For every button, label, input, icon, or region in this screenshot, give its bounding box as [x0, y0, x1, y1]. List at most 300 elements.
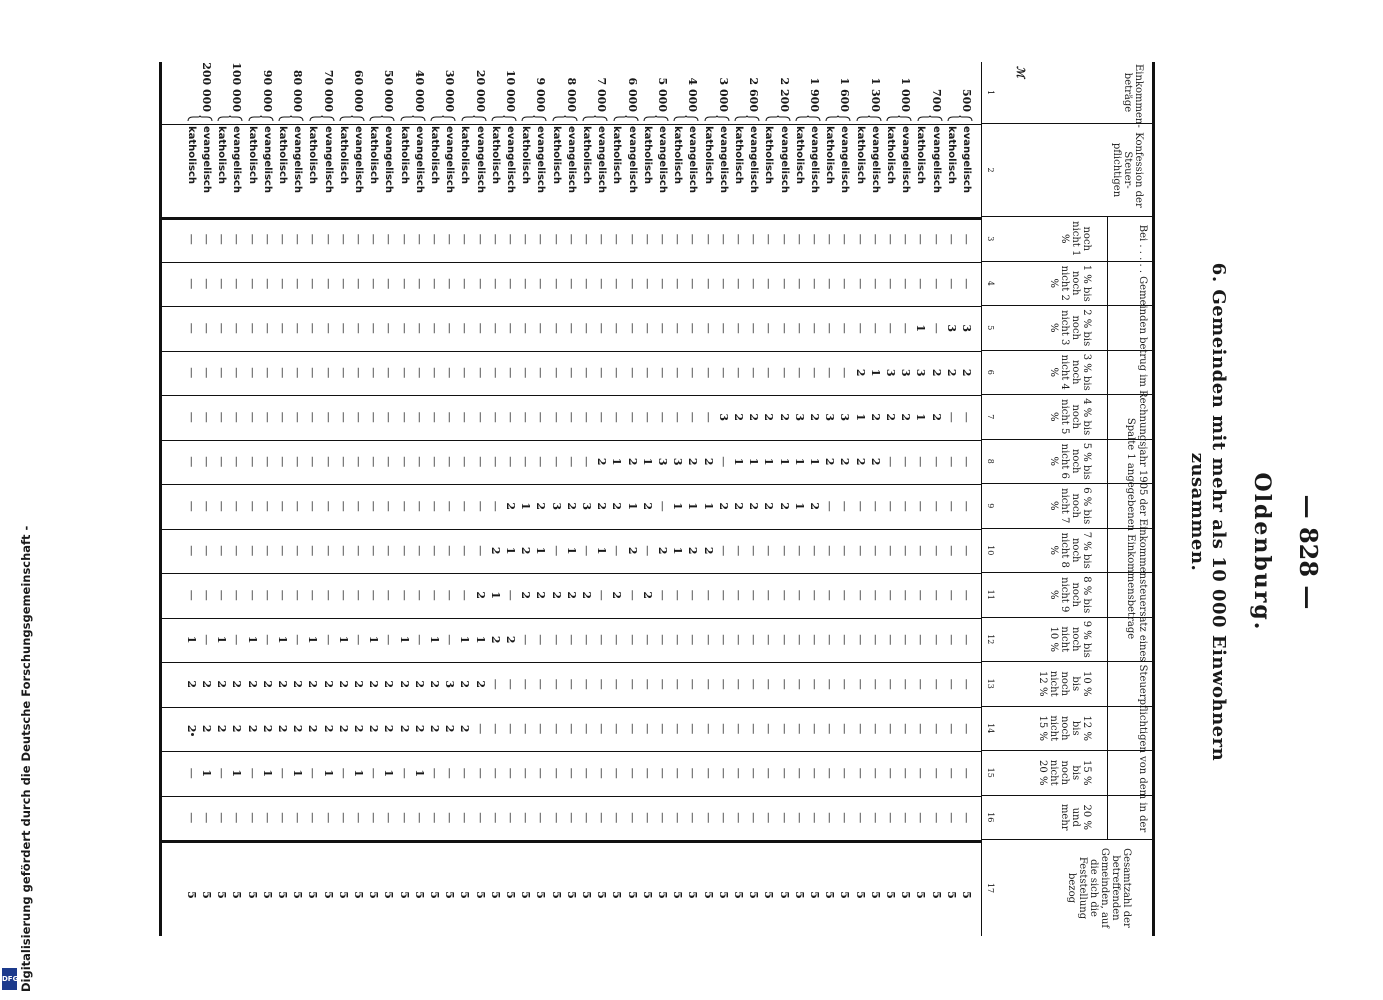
rate-count: — — [488, 500, 502, 512]
table-row — [792, 62, 806, 936]
rate-count: — — [732, 812, 745, 824]
column-number: 10 — [986, 545, 995, 556]
rate-count: — — [656, 278, 669, 290]
confession: evangelisch — [322, 126, 334, 193]
header-confession — [982, 124, 1152, 217]
rate-count: 1 — [701, 502, 715, 511]
rate-count: — — [808, 233, 821, 245]
rate-count: — — [184, 411, 198, 423]
rate-count: — — [321, 411, 335, 423]
table-row — [746, 62, 760, 936]
rate-count: — — [215, 500, 229, 512]
state-title: Oldenburg. — [1249, 472, 1275, 632]
rate-count: 2 — [352, 680, 365, 689]
rate-count: — — [382, 812, 396, 824]
rate-count: 1 — [564, 546, 578, 555]
rate-count: — — [868, 723, 882, 735]
rate-count: — — [458, 456, 472, 468]
confession: katholisch — [429, 126, 440, 185]
total-count: 5 — [519, 891, 533, 899]
table-body — [162, 62, 981, 936]
rate-count: — — [215, 812, 229, 824]
rate-count: — — [671, 411, 685, 423]
rate-count: — — [625, 634, 639, 646]
table-row — [822, 62, 836, 936]
rate-count: — — [428, 367, 441, 379]
income-amount: 500 — [960, 89, 973, 112]
rate-count: — — [732, 278, 745, 290]
rate-count: — — [838, 767, 852, 779]
rate-count: 2 — [245, 680, 259, 689]
rate-count: — — [230, 589, 244, 601]
rate-count: — — [884, 545, 897, 557]
rate-count: — — [443, 500, 457, 512]
rate-count: — — [823, 634, 837, 646]
rate-count: — — [412, 634, 426, 646]
rate-count: — — [336, 767, 350, 779]
rate-count: — — [276, 589, 289, 601]
total-count: 5 — [808, 891, 821, 899]
confession: katholisch — [368, 126, 380, 185]
rate-count: — — [504, 278, 517, 290]
header-rate-9-label: 8 % bis noch nicht 9 % — [1048, 576, 1092, 614]
rate-count: — — [215, 322, 229, 334]
rate-count: — — [640, 233, 654, 245]
rate-count: — — [914, 278, 928, 290]
rate-count: — — [367, 456, 381, 468]
rate-count: — — [792, 589, 806, 601]
rate-count: — — [443, 634, 457, 646]
rate-count: — — [458, 367, 472, 379]
rate-count: — — [245, 322, 259, 334]
rate-count: — — [595, 411, 609, 423]
rate-count: — — [792, 634, 806, 646]
rate-count: — — [868, 233, 882, 245]
rate-count: — — [473, 278, 487, 290]
rate-count: — — [671, 723, 685, 735]
rate-count: — — [336, 233, 350, 245]
rate-count: — — [260, 411, 274, 423]
rate-count: — — [838, 589, 852, 601]
rate-count: 1 — [473, 635, 487, 644]
rate-count: 2 — [382, 680, 396, 689]
rate-count: — — [853, 322, 867, 334]
total-count: 5 — [671, 891, 685, 899]
rate-count: — — [686, 589, 700, 601]
confession: katholisch — [246, 126, 258, 185]
rate-count: 2 — [884, 413, 897, 422]
rate-count: — — [519, 456, 533, 468]
rate-count: — — [549, 545, 563, 557]
confession: evangelisch — [961, 126, 972, 193]
rate-count: 2 — [519, 591, 533, 600]
rate-count: — — [458, 812, 472, 824]
rate-count: — — [914, 545, 928, 557]
total-count: 5 — [899, 891, 913, 899]
rate-count: — — [762, 367, 776, 379]
rate-count: — — [701, 812, 715, 824]
header-rate-9 — [982, 573, 1152, 618]
rate-count: 1 — [640, 457, 654, 466]
rate-count: 2 — [686, 457, 700, 466]
total-count: 5 — [549, 891, 563, 899]
rate-count: 2 — [868, 457, 882, 466]
rate-count: 2 — [960, 368, 973, 377]
rate-count: — — [808, 767, 821, 779]
rate-count: — — [200, 500, 213, 512]
rate-count: — — [625, 678, 639, 690]
table-row — [305, 62, 319, 936]
rate-count: — — [838, 278, 852, 290]
column-number: 8 — [986, 458, 995, 464]
rate-count: — — [291, 589, 305, 601]
rate-count: — — [321, 233, 335, 245]
rate-count: — — [367, 500, 381, 512]
confession: katholisch — [702, 126, 714, 185]
rate-count: — — [792, 545, 806, 557]
confession: katholisch — [520, 126, 532, 185]
rate-count: — — [367, 367, 381, 379]
rate-count: 1 — [321, 769, 335, 778]
rate-count: — — [245, 367, 259, 379]
rate-count: — — [853, 678, 867, 690]
table-row — [625, 62, 639, 936]
rate-count: — — [701, 367, 715, 379]
table-row — [381, 62, 395, 936]
table-row — [853, 62, 867, 936]
rate-count: — — [458, 545, 472, 557]
rate-count: 1 — [686, 502, 700, 511]
rate-count: — — [564, 767, 578, 779]
rate-count: — — [549, 678, 563, 690]
rate-count: — — [899, 812, 913, 824]
total-count: 5 — [184, 891, 198, 899]
rate-count: — — [777, 723, 791, 735]
rate-count: — — [868, 812, 882, 824]
rate-count: — — [716, 767, 730, 779]
rate-count: 2 — [473, 591, 487, 600]
rate-count: — — [656, 767, 669, 779]
total-count: 5 — [625, 891, 639, 899]
rate-count: — — [291, 322, 305, 334]
rate-count: — — [747, 589, 761, 601]
rate-count: — — [944, 634, 958, 646]
rate-count: — — [245, 589, 259, 601]
total-count: 5 — [352, 891, 365, 899]
rate-count: — — [640, 767, 654, 779]
rate-count: — — [823, 322, 837, 334]
rate-count: — — [397, 322, 411, 334]
rate-count: 2 — [200, 680, 213, 689]
rate-count: — — [884, 812, 897, 824]
table-row — [959, 62, 973, 936]
rate-count: — — [291, 233, 305, 245]
rate-count: — — [504, 812, 517, 824]
rate-count: — — [519, 723, 533, 735]
total-count: 5 — [686, 891, 700, 899]
table-row — [245, 62, 259, 936]
rate-count: — — [884, 322, 897, 334]
header-rate-1 — [982, 217, 1152, 262]
rate-count: — — [747, 233, 761, 245]
rate-count: 2 — [640, 502, 654, 511]
table-row — [412, 62, 426, 936]
rate-count: — — [929, 634, 943, 646]
rate-count: — — [276, 278, 289, 290]
table-row — [503, 62, 517, 936]
rate-count: — — [245, 767, 259, 779]
rate-count: — — [960, 678, 973, 690]
rate-count: — — [899, 589, 913, 601]
header-rate-3-label: 2 % bis noch nicht 3 % — [1048, 309, 1092, 347]
rate-count: — — [762, 322, 776, 334]
header-rate-6 — [982, 440, 1152, 485]
rate-count: — — [260, 500, 274, 512]
rate-count: — — [686, 812, 700, 824]
rate-count: 1 — [215, 635, 229, 644]
rate-count: — — [580, 634, 593, 646]
rate-count: — — [321, 456, 335, 468]
rate-count: — — [245, 500, 259, 512]
rate-count: — — [640, 678, 654, 690]
rate-count: — — [428, 812, 441, 824]
rate-count: 2 — [306, 724, 320, 733]
total-count: 5 — [382, 891, 396, 899]
rate-count: — — [412, 233, 426, 245]
rate-count: 2 — [640, 591, 654, 600]
rate-count: — — [200, 278, 213, 290]
rate-count: 2 — [747, 413, 761, 422]
rate-count: — — [914, 678, 928, 690]
rate-count: — — [716, 589, 730, 601]
rate-count: — — [868, 589, 882, 601]
rate-count: — — [564, 367, 578, 379]
table-row — [549, 62, 563, 936]
rate-count: — — [777, 634, 791, 646]
rate-count: — — [580, 678, 593, 690]
rate-count: 2 — [625, 457, 639, 466]
rate-count: — — [352, 322, 365, 334]
rate-count: — — [382, 456, 396, 468]
rate-count: — — [960, 456, 973, 468]
column-number: 11 — [986, 589, 995, 600]
rate-count: — — [534, 767, 548, 779]
rate-count: — — [230, 456, 244, 468]
rate-count: — — [595, 233, 609, 245]
rate-count: 2 — [929, 413, 943, 422]
rate-count: 3 — [823, 413, 837, 422]
table-row — [457, 62, 471, 936]
rate-count: 2 — [443, 724, 457, 733]
rate-count: — — [868, 278, 882, 290]
income-amount: 7 000 — [595, 77, 609, 112]
rate-count: 2 — [458, 724, 472, 733]
rate-count: — — [777, 767, 791, 779]
rate-count: — — [777, 367, 791, 379]
rate-count: 3 — [838, 413, 852, 422]
rate-count: — — [215, 367, 229, 379]
rate-count: — — [823, 678, 837, 690]
header-rate-4-label: 3 % bis noch nicht 4 % — [1048, 353, 1092, 391]
rate-count: — — [899, 233, 913, 245]
rate-count: — — [504, 678, 517, 690]
total-count: 5 — [944, 891, 958, 899]
income-amount: 70 000 — [321, 69, 335, 112]
rate-count: — — [792, 678, 806, 690]
total-count: 5 — [321, 891, 335, 899]
rate-count: — — [762, 812, 776, 824]
rate-count: — — [853, 812, 867, 824]
rate-count: — — [808, 589, 821, 601]
rate-count: — — [610, 322, 624, 334]
confession: evangelisch — [687, 126, 699, 193]
rate-count: — — [716, 278, 730, 290]
unit-mark: ℳ — [1014, 66, 1027, 78]
rate-count: — — [747, 678, 761, 690]
rate-count: 3 — [656, 457, 669, 466]
rate-count: — — [838, 812, 852, 824]
rate-count: — — [595, 278, 609, 290]
rate-count: — — [823, 723, 837, 735]
column-number: 2 — [986, 167, 995, 173]
rate-count: — — [488, 456, 502, 468]
rate-count: — — [960, 767, 973, 779]
rate-count: — — [184, 545, 198, 557]
rate-count: — — [686, 678, 700, 690]
rate-count: — — [549, 456, 563, 468]
rate-count: — — [458, 278, 472, 290]
rate-count: — — [245, 812, 259, 824]
rate-count: — — [884, 278, 897, 290]
total-count: 5 — [732, 891, 745, 899]
rate-count: — — [291, 411, 305, 423]
rate-count: — — [823, 767, 837, 779]
rate-count: — — [671, 367, 685, 379]
rate-count: — — [564, 723, 578, 735]
header-rate-4 — [982, 351, 1152, 396]
rate-count: — — [321, 322, 335, 334]
table-row — [442, 62, 456, 936]
rate-count: 3 — [944, 324, 958, 333]
rate-count: 1 — [762, 457, 776, 466]
table-row — [473, 62, 487, 936]
rate-count: — — [944, 545, 958, 557]
rate-count: — — [488, 233, 502, 245]
rate-count: — — [808, 634, 821, 646]
rate-count: — — [352, 500, 365, 512]
rate-count: — — [792, 723, 806, 735]
table-row — [913, 62, 927, 936]
rate-count: — — [473, 456, 487, 468]
confession: katholisch — [185, 126, 197, 185]
header-rate-5 — [982, 395, 1152, 440]
rate-count: — — [929, 500, 943, 512]
rate-count: — — [336, 589, 350, 601]
rate-count: — — [686, 723, 700, 735]
rate-count: — — [564, 634, 578, 646]
rate-count: — — [367, 545, 381, 557]
rate-count: — — [473, 367, 487, 379]
rate-count: — — [868, 634, 882, 646]
rate-count: — — [732, 767, 745, 779]
rate-count: 2 — [184, 680, 198, 689]
income-amount: 1 900 — [808, 77, 821, 112]
rate-count: — — [428, 278, 441, 290]
rate-count: — — [564, 812, 578, 824]
rate-count: — — [884, 723, 897, 735]
rate-count: — — [853, 233, 867, 245]
table-row — [868, 62, 882, 936]
rate-count: — — [458, 589, 472, 601]
rate-count: — — [260, 322, 274, 334]
rate-count: — — [306, 367, 320, 379]
rate-count: — — [823, 500, 837, 512]
total-count: 5 — [306, 891, 320, 899]
total-count: 5 — [443, 891, 457, 899]
rate-count: 1 — [808, 457, 821, 466]
rate-count: — — [200, 233, 213, 245]
rate-count: — — [200, 322, 213, 334]
rate-count: — — [823, 812, 837, 824]
rate-count: — — [519, 812, 533, 824]
rate-count: — — [884, 767, 897, 779]
rate-count: — — [716, 233, 730, 245]
rate-count: 2 — [428, 680, 441, 689]
rate-count: — — [200, 367, 213, 379]
rate-count: — — [944, 411, 958, 423]
total-count: 5 — [458, 891, 472, 899]
rate-count: — — [549, 367, 563, 379]
rate-count: — — [914, 500, 928, 512]
rate-count: — — [397, 233, 411, 245]
rate-count: — — [428, 589, 441, 601]
rate-count: — — [838, 634, 852, 646]
rate-count: — — [260, 456, 274, 468]
rate-count: — — [504, 767, 517, 779]
rate-count: — — [686, 634, 700, 646]
rate-count: — — [595, 322, 609, 334]
rate-count: — — [412, 812, 426, 824]
rate-count: 1 — [792, 457, 806, 466]
rate-count: 2 — [853, 368, 867, 377]
rate-count: — — [625, 589, 639, 601]
rate-count: — — [534, 456, 548, 468]
rate-count: 1 — [853, 413, 867, 422]
rate-count: 3 — [549, 502, 563, 511]
rate-count: 1 — [610, 457, 624, 466]
rate-count: 2 — [853, 457, 867, 466]
rate-count: 3 — [792, 413, 806, 422]
confession: katholisch — [398, 126, 410, 185]
rate-count: — — [428, 411, 441, 423]
rate-count: — — [291, 456, 305, 468]
total-count: 5 — [580, 891, 593, 899]
rate-count: 2 — [686, 546, 700, 555]
rate-count: — — [519, 322, 533, 334]
rate-count: — — [200, 456, 213, 468]
rate-count: — — [200, 545, 213, 557]
rate-count: — — [321, 634, 335, 646]
rate-count: 2 — [929, 368, 943, 377]
rate-count: — — [808, 723, 821, 735]
rate-count: — — [549, 723, 563, 735]
rate-count: — — [747, 367, 761, 379]
rate-count: 2 — [215, 724, 229, 733]
rate-count: — — [960, 233, 973, 245]
rate-count: 2 — [595, 502, 609, 511]
rate-count: 2 — [291, 724, 305, 733]
column-number: 7 — [986, 414, 995, 420]
